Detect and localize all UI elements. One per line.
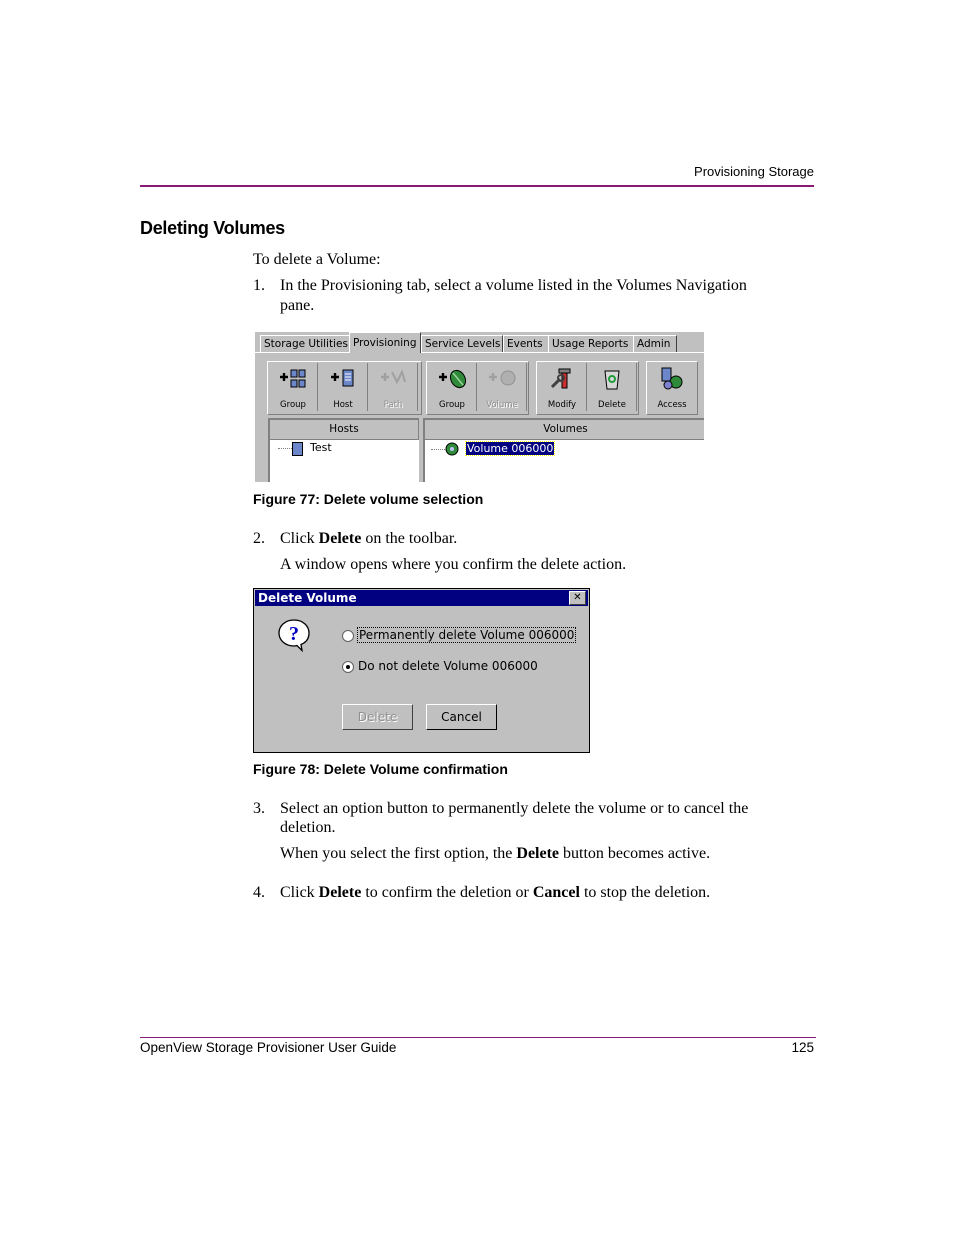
recycle-bin-icon <box>596 367 628 391</box>
option-permanently-delete-label[interactable]: Permanently delete Volume 006000 <box>359 628 575 642</box>
add-path-button[interactable] <box>369 363 418 411</box>
step-3-note-bold: Delete <box>516 845 560 862</box>
delete-volume-dialog <box>253 588 590 753</box>
delete-button[interactable] <box>588 363 637 411</box>
step-4-text <box>280 883 710 902</box>
tree-line <box>431 449 445 451</box>
page-number: 125 <box>791 1040 814 1055</box>
delete-button-disabled[interactable]: Delete <box>342 704 413 730</box>
header-rule <box>140 185 814 187</box>
add-volume-button[interactable] <box>478 363 527 411</box>
dialog-title: Delete Volume <box>255 590 588 606</box>
step-3-text: Select an option button to permanently delete the volume or to cancel the <box>280 800 749 817</box>
modify-icon <box>546 367 578 391</box>
access-button[interactable] <box>648 363 696 411</box>
step-3-text-cont: deletion. <box>280 819 336 836</box>
tab-strip-line <box>255 352 704 353</box>
section-title: Deleting Volumes <box>140 218 285 238</box>
add-group-icon <box>277 367 309 391</box>
footer-rule <box>140 1037 816 1038</box>
close-button[interactable]: ✕ <box>569 591 586 605</box>
figure-78-caption: Figure 78: Delete Volume confirmation <box>253 761 508 777</box>
step-3-number: 3. <box>253 800 265 817</box>
volume-item-selected[interactable]: Volume 006000 <box>467 442 554 455</box>
radio-permanently-delete[interactable] <box>342 630 354 642</box>
volumes-pane <box>423 418 704 482</box>
host-item[interactable]: Test <box>310 441 332 454</box>
step-2-pre: Click <box>280 530 319 547</box>
step-4-bold-delete: Delete <box>318 884 362 901</box>
add-host-icon <box>327 367 359 391</box>
radio-do-not-delete[interactable] <box>342 661 354 673</box>
tab-service-levels[interactable]: Service Levels <box>421 335 503 352</box>
step-4-pre: Click <box>280 884 319 901</box>
host-icon <box>292 442 303 456</box>
step-4-number: 4. <box>253 884 265 901</box>
modify-button[interactable] <box>538 363 587 411</box>
add-path-icon <box>377 367 409 391</box>
cancel-button[interactable]: Cancel <box>426 704 497 730</box>
step-2-text <box>280 529 457 548</box>
tree-line <box>278 448 292 450</box>
toolbar-label: Access <box>657 400 687 410</box>
question-icon <box>277 618 311 652</box>
volume-icon <box>445 442 459 456</box>
step-2-result: A window opens where you confirm the delete action. <box>280 556 627 573</box>
toolbar-label: Group <box>280 400 306 410</box>
tab-events[interactable]: Events <box>503 335 549 352</box>
figure-77-screenshot <box>255 332 704 482</box>
tab-provisioning[interactable]: Provisioning <box>349 332 421 353</box>
hosts-header: Hosts <box>270 420 419 440</box>
toolbar-label: Host <box>333 400 353 410</box>
step-1-text-cont: pane. <box>280 297 315 314</box>
tab-admin[interactable]: Admin <box>633 335 677 352</box>
access-icon <box>656 367 688 391</box>
add-host-button[interactable] <box>319 363 368 411</box>
hosts-pane <box>268 418 419 482</box>
tab-storage-utilities[interactable]: Storage Utilities <box>260 335 352 352</box>
step-4-bold-cancel: Cancel <box>532 884 580 901</box>
svg-text:?: ? <box>289 623 299 645</box>
toolbar-label: Volume <box>486 400 518 410</box>
running-header: Provisioning Storage <box>694 164 814 179</box>
step-2-post: on the toolbar. <box>361 530 458 547</box>
add-volume-group-button[interactable] <box>428 363 477 411</box>
toolbar-label: Path <box>383 400 403 410</box>
footer-title: OpenView Storage Provisioner User Guide <box>140 1040 397 1055</box>
step-1-number: 1. <box>253 277 265 294</box>
option-do-not-delete-label[interactable]: Do not delete Volume 006000 <box>358 659 538 673</box>
add-volume-icon <box>486 367 518 391</box>
step-3-note-post: button becomes active. <box>559 845 711 862</box>
step-4-mid: to confirm the deletion or <box>361 884 533 901</box>
toolbar-label: Group <box>439 400 465 410</box>
step-3-note <box>280 844 710 863</box>
intro-text: To delete a Volume: <box>253 251 381 268</box>
tab-usage-reports[interactable]: Usage Reports <box>548 335 634 352</box>
step-4-post: to stop the deletion. <box>579 884 711 901</box>
add-volume-group-icon <box>436 367 468 391</box>
step-1-text: In the Provisioning tab, select a volume listed in the Volumes Navigation <box>280 277 747 294</box>
step-2-number: 2. <box>253 530 265 547</box>
toolbar-label: Modify <box>547 400 577 410</box>
add-group-button[interactable] <box>269 363 318 411</box>
toolbar-label: Delete <box>598 400 626 410</box>
volumes-header: Volumes <box>425 420 704 440</box>
figure-77-caption: Figure 77: Delete volume selection <box>253 491 484 507</box>
step-3-note-pre: When you select the first option, the <box>280 845 517 862</box>
step-2-bold: Delete <box>318 530 362 547</box>
